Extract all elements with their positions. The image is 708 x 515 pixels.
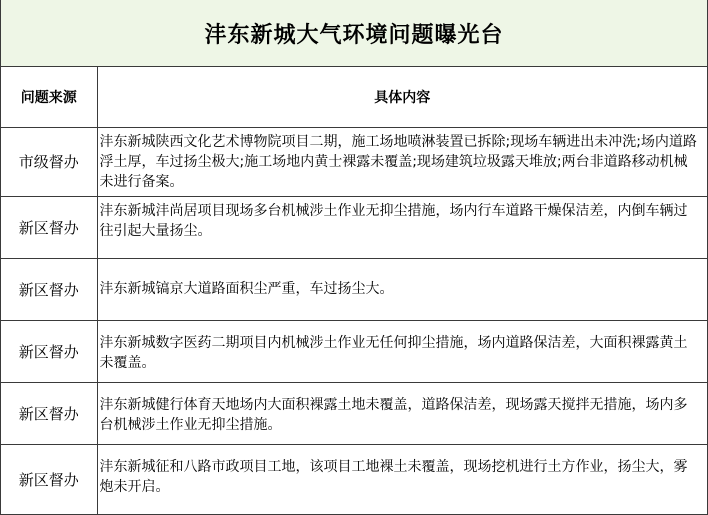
table-row <box>1 444 707 514</box>
row-source: 新区督办 <box>1 196 97 258</box>
row-content: 沣东新城陕西文化艺术博物院项目二期，施工场地喷淋装置已拆除;现场车辆进出未冲洗;场内道路浮土厚，车过扬尘极大;施工场地内黄士裸露未覆盖;现场建筑垃圾露天堆放;两台非道路移动机械未进行备案。 <box>97 127 707 196</box>
table-header-row <box>1 67 707 127</box>
table-row <box>1 382 707 444</box>
header-source: 问题来源 <box>1 67 97 127</box>
table-row <box>1 196 707 258</box>
row-source: 新区督办 <box>1 258 97 320</box>
page-title: 沣东新城大气环境问题曝光台 <box>204 22 504 48</box>
table-row <box>1 127 707 196</box>
table-row <box>1 258 707 320</box>
issues-table <box>1 67 707 514</box>
row-content: 沣东新城数字医药二期项目内机械涉土作业无任何抑尘措施，场内道路保洁差，大面积裸露黄土未覆盖。 <box>97 320 707 382</box>
row-content: 沣东新城镐京大道路面积尘严重，车过扬尘大。 <box>97 258 707 320</box>
row-content: 沣东新城征和八路市政项目工地，该项目工地裸土未覆盖，现场挖机进行土方作业，扬尘大，雾炮未开启。 <box>97 444 707 514</box>
row-source: 新区督办 <box>1 444 97 514</box>
row-source: 新区督办 <box>1 320 97 382</box>
row-source: 新区督办 <box>1 382 97 444</box>
header-content: 具体内容 <box>97 67 707 127</box>
title-bar <box>1 0 707 67</box>
table-row <box>1 320 707 382</box>
row-content: 沣东新城沣尚居项目现场多台机械涉土作业无抑尘措施，场内行车道路干燥保洁差，内倒车辆过往引起大量扬尘。 <box>97 196 707 258</box>
row-content: 沣东新城健行体育天地场内大面积裸露土地未覆盖，道路保洁差，现场露天搅拌无措施，场内多台机械涉土作业无抑尘措施。 <box>97 382 707 444</box>
row-source: 市级督办 <box>1 127 97 196</box>
